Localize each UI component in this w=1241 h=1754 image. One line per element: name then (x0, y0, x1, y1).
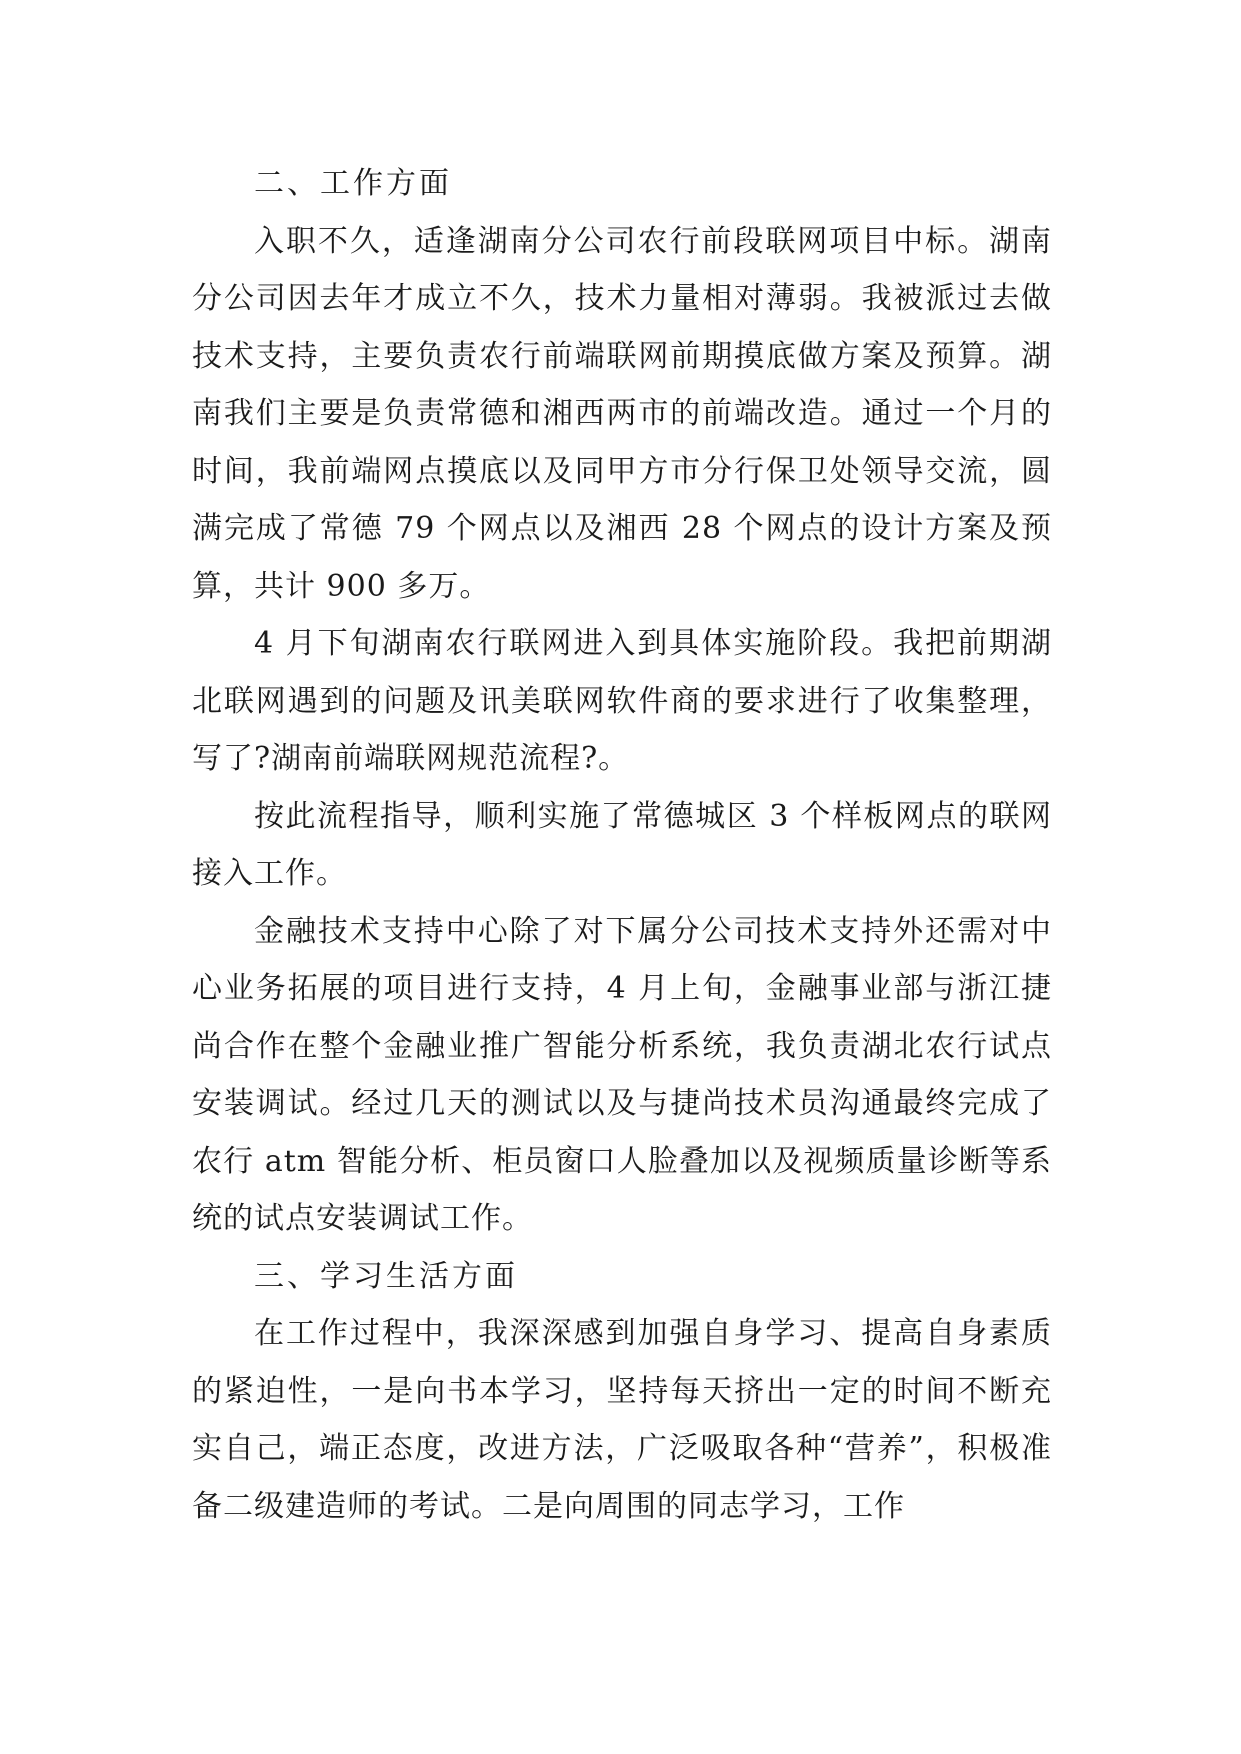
paragraph-self-study: 在工作过程中，我深深感到加强自身学习、提高自身素质的紧迫性，一是向书本学习，坚持每天挤出一定的时间不断充实自己，端正态度，改进方法，广泛吸取各种“营养”，积极准备二级建造师的考试。二是向周围的同志学习，工作 (192, 1316, 1052, 1524)
paragraph-april-implementation: 4 月下旬湖南农行联网进入到具体实施阶段。我把前期湖北联网遇到的问题及讯美联网软件商的要求进行了收集整理，写了?湖南前端联网规范流程?。 (192, 626, 1052, 776)
section-heading-study-life: 三、学习生活方面 (254, 1258, 518, 1294)
paragraph-financial-support: 金融技术支持中心除了对下属分公司技术支持外还需对中心业务拓展的项目进行支持，4 月上旬，金融事业部与浙江捷尚合作在整个金融业推广智能分析系统，我负责湖北农行试点安装调试。经过几天的测试以及与捷尚技术员沟通最终完成了农行 atm 智能分析、柜员窗口人脸叠加以及视频质量诊断等系统的试点安装调试工作。 (192, 913, 1052, 1236)
document-body (192, 155, 1052, 1535)
paragraph-sample-sites: 按此流程指导，顺利实施了常德城区 3 个样板网点的联网接入工作。 (192, 798, 1052, 891)
section-heading-work: 二、工作方面 (254, 166, 452, 201)
paragraph-hunan-project: 入职不久，适逢湖南分公司农行前段联网项目中标。湖南分公司因去年才成立不久，技术力量相对薄弱。我被派过去做技术支持，主要负责农行前端联网前期摸底做方案及预算。湖南我们主要是负责常德和湘西两市的前端改造。通过一个月的时间，我前端网点摸底以及同甲方市分行保卫处领导交流，圆满完成了常德 79 个网点以及湘西 28 个网点的设计方案及预算，共计 900 多万。 (192, 223, 1052, 604)
